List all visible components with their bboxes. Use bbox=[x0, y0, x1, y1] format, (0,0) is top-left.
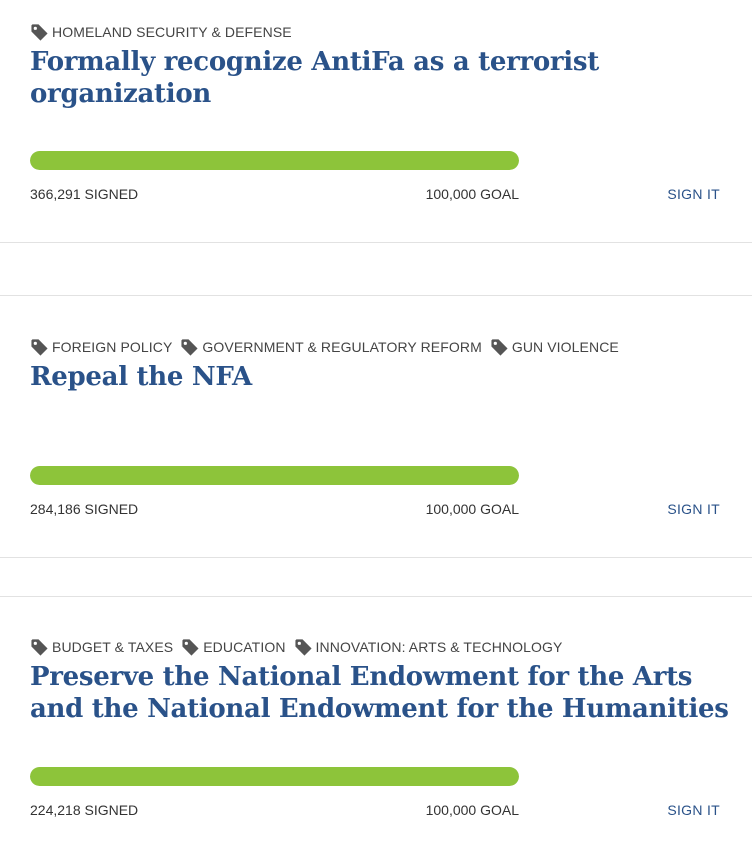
tag-icon bbox=[30, 23, 49, 42]
progress-bar bbox=[30, 767, 519, 786]
tag[interactable] bbox=[490, 338, 619, 357]
tag[interactable] bbox=[30, 338, 172, 357]
petition-title[interactable]: Repeal the NFA bbox=[30, 362, 252, 392]
tag-icon bbox=[180, 338, 199, 357]
tag[interactable] bbox=[294, 638, 563, 657]
signed-count: 224,218 SIGNED bbox=[30, 802, 139, 818]
petition-title[interactable]: Preserve the National Endowment for the Arts and the National Endowment for the Humanities bbox=[30, 662, 729, 724]
petition-tags bbox=[30, 637, 570, 657]
tag-icon bbox=[490, 338, 509, 357]
tag-label: FOREIGN POLICY bbox=[52, 339, 173, 355]
petition-title[interactable]: Formally recognize AntiFa as a terrorist organization bbox=[30, 47, 599, 109]
tag[interactable] bbox=[180, 338, 481, 357]
goal-count: 100,000 GOAL bbox=[425, 802, 519, 818]
tag-label: BUDGET & TAXES bbox=[52, 639, 174, 655]
progress-fill bbox=[30, 767, 519, 786]
sign-it-link[interactable]: SIGN IT bbox=[667, 802, 720, 818]
tag-label: INNOVATION: ARTS & TECHNOLOGY bbox=[315, 639, 563, 655]
progress-bar bbox=[30, 466, 519, 485]
petition-tags bbox=[30, 22, 300, 42]
tag-label: EDUCATION bbox=[203, 639, 286, 655]
tag-label: GOVERNMENT & REGULATORY REFORM bbox=[202, 339, 482, 355]
signed-count: 366,291 SIGNED bbox=[30, 186, 139, 202]
progress-bar bbox=[30, 151, 519, 170]
signed-count: 284,186 SIGNED bbox=[30, 501, 139, 517]
tag-icon bbox=[181, 638, 200, 657]
goal-count: 100,000 GOAL bbox=[425, 186, 519, 202]
tag[interactable] bbox=[30, 638, 173, 657]
divider bbox=[0, 557, 752, 558]
tag[interactable] bbox=[181, 638, 285, 657]
sign-it-link[interactable]: SIGN IT bbox=[667, 186, 720, 202]
petition-tags bbox=[30, 337, 627, 357]
tag-icon bbox=[30, 338, 49, 357]
tag[interactable] bbox=[30, 23, 292, 42]
progress-fill bbox=[30, 466, 519, 485]
tag-icon bbox=[294, 638, 313, 657]
goal-count: 100,000 GOAL bbox=[425, 501, 519, 517]
divider bbox=[0, 596, 752, 597]
tag-icon bbox=[30, 638, 49, 657]
progress-fill bbox=[30, 151, 519, 170]
divider bbox=[0, 242, 752, 243]
sign-it-link[interactable]: SIGN IT bbox=[667, 501, 720, 517]
tag-label: HOMELAND SECURITY & DEFENSE bbox=[52, 24, 292, 40]
divider bbox=[0, 295, 752, 296]
tag-label: GUN VIOLENCE bbox=[511, 339, 619, 355]
